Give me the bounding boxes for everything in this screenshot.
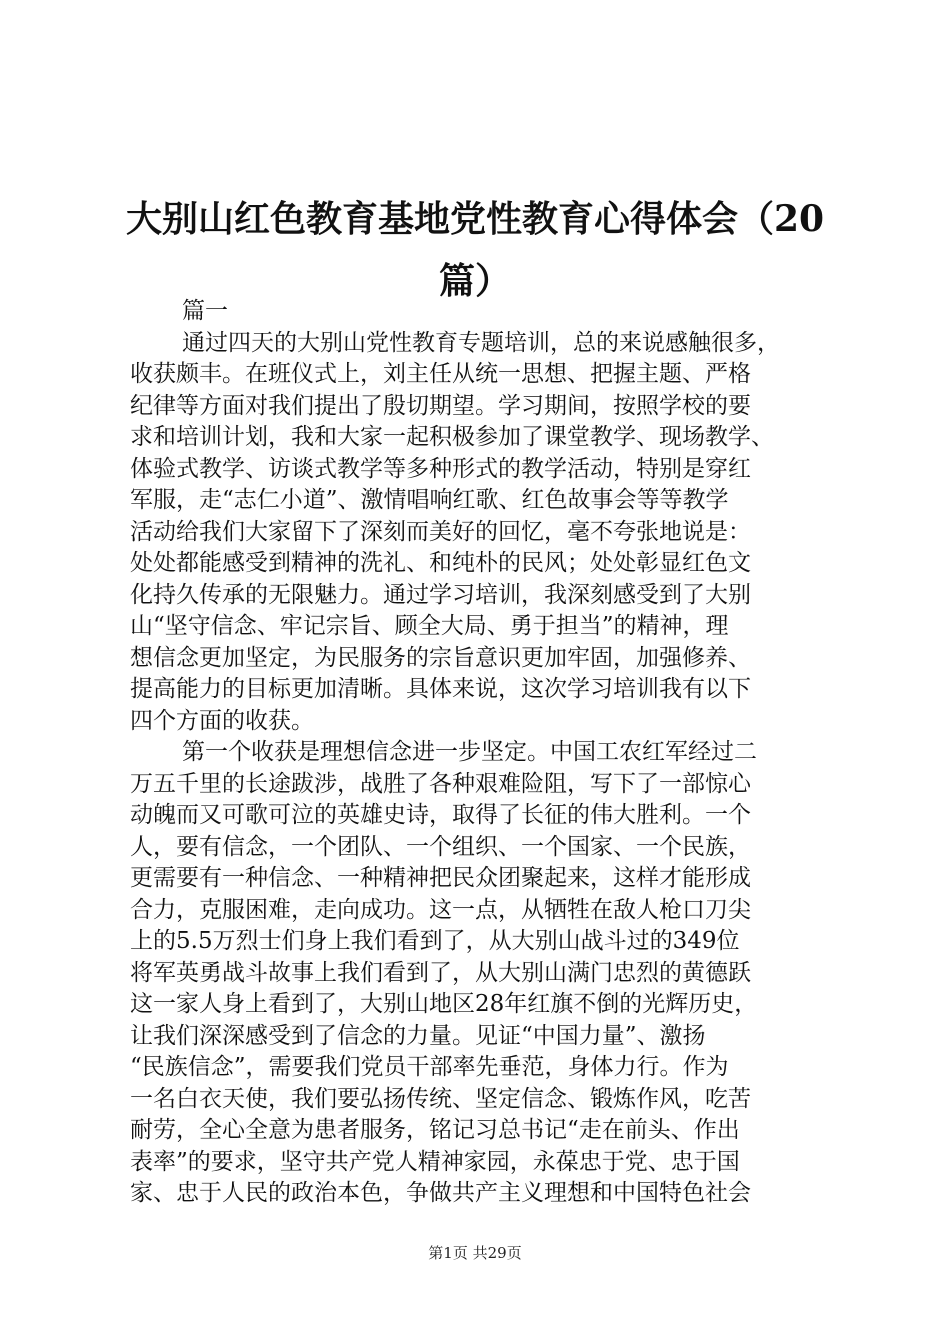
- document-body: [130, 296, 834, 1210]
- title-line-2: 篇）: [438, 260, 511, 302]
- paragraph-line: 让我们深深感受到了信念的力量。见证“中国力量”、激扬: [130, 1022, 706, 1049]
- paragraph-line: 更需要有一种信念、一种精神把民众团聚起来，这样才能形成: [130, 865, 751, 891]
- paragraph-line: 山“坚守信念、牢记宗旨、顾全大局、勇于担当”的精神，理: [130, 613, 729, 639]
- paragraph-line: 人，要有信念，一个团队、一个组织、一个国家、一个民族，: [130, 833, 751, 860]
- paragraph-line: 军服，走“志仁小道”、激情唱响红歌、红色故事会等等教学: [130, 487, 729, 513]
- paragraph-line: 纪律等方面对我们提出了殷切期望。学习期间，按照学校的要: [130, 392, 751, 419]
- paragraph-line: “民族信念”，需要我们党员干部率先垂范，身体力行。作为: [130, 1054, 729, 1080]
- section-heading: 篇一: [182, 298, 228, 324]
- paragraph-line: 第一个收获是理想信念进一步坚定。中国工农红军经过二: [182, 739, 757, 765]
- paragraph-line: 表率”的要求，坚守共产党人精神家园，永葆忠于党、忠于国: [130, 1148, 740, 1175]
- paragraph-line: 家、忠于人民的政治本色，争做共产主义理想和中国特色社会: [130, 1180, 751, 1206]
- paragraph-line: 体验式教学、访谈式教学等多种形式的教学活动，特别是穿红: [130, 455, 751, 482]
- paragraph-line: 四个方面的收获。: [130, 707, 314, 734]
- paragraph-line: 上的5.5万烈士们身上我们看到了，从大别山战斗过的349位: [130, 928, 740, 954]
- paragraph-line: 耐劳，全心全意为患者服务，铭记习总书记“走在前头、作出: [130, 1117, 740, 1143]
- paragraph-line: 万五千里的长途跋涉，战胜了各种艰难险阻，写下了一部惊心: [130, 770, 751, 797]
- paragraph-line: 想信念更加坚定，为民服务的宗旨意识更加牢固，加强修养、: [130, 644, 751, 671]
- title-line-1: 大别山红色教育基地党性教育心得体会（20: [125, 198, 825, 240]
- paragraph-line: 动魄而又可歌可泣的英雄史诗，取得了长征的伟大胜利。一个: [130, 802, 751, 828]
- paragraph-line: 一名白衣天使，我们要弘扬传统、坚定信念、锻炼作风，吃苦: [130, 1085, 751, 1112]
- paragraph-line: 通过四天的大别山党性教育专题培训，总的来说感触很多，: [182, 329, 780, 356]
- page-number-footer: 第1页 共29页: [428, 1244, 522, 1262]
- paragraph-line: 这一家人身上看到了，大别山地区28年红旗不倒的光辉历史，: [130, 991, 758, 1017]
- paragraph-line: 提高能力的目标更加清晰。具体来说，这次学习培训我有以下: [130, 676, 751, 702]
- document-title: [110, 188, 840, 312]
- paragraph-line: 处处都能感受到精神的洗礼、和纯朴的民风；处处彰显红色文: [130, 550, 751, 576]
- paragraph-line: 活动给我们大家留下了深刻而美好的回忆，毫不夸张地说是：: [130, 518, 751, 545]
- paragraph-line: 收获颇丰。在班仪式上，刘主任从统一思想、把握主题、严格: [130, 361, 751, 387]
- paragraph-line: 合力，克服困难，走向成功。这一点，从牺牲在敌人枪口刀尖: [130, 896, 751, 923]
- paragraph-line: 化持久传承的无限魅力。通过学习培训，我深刻感受到了大别: [130, 581, 751, 608]
- paragraph-line: 求和培训计划，我和大家一起积极参加了课堂教学、现场教学、: [130, 424, 774, 450]
- paragraph-line: 将军英勇战斗故事上我们看到了，从大别山满门忠烈的黄德跃: [130, 959, 751, 986]
